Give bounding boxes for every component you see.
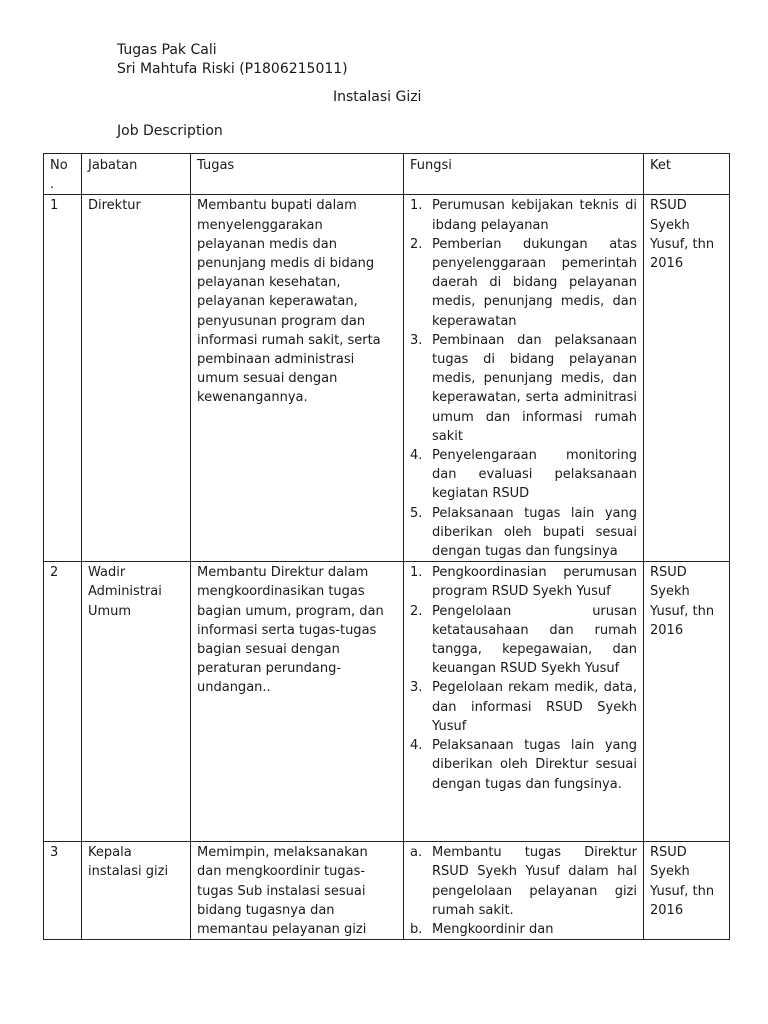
list-item-text: Mengkoordinir dan <box>432 922 554 938</box>
list-item-text: Pembinaan dan pelaksanaan tugas di bidang pelayanan medis, penunjang medis, dan keperawatan, serta adminitrasi umum dan informasi rumah sakit <box>432 332 637 444</box>
cell-fungsi <box>404 842 644 940</box>
cell-tugas-text: Membantu bupati dalam menyelenggarakan pelayanan medis dan penunjang medis di bidang pelayanan kesehatan, pelayanan keperawatan, penyusunan program dan informasi rumah sakit, serta pembinaan administrasi umum sesuai dengan kewenangannya. <box>197 198 381 406</box>
list-number: 3. <box>410 332 423 348</box>
column-header-ket: Ket <box>644 154 730 195</box>
cell-no-text: 3 <box>50 845 59 861</box>
cell-jabatan <box>82 842 191 940</box>
cell-jabatan <box>82 562 191 842</box>
list-number: 2. <box>410 603 423 619</box>
cell-tugas-text: Membantu Direktur dalam mengkoordinasikan tugas bagian umum, program, dan informasi serta tugas-tugas bagian sesuai dengan peraturan perundang-undangan.. <box>197 565 384 696</box>
cell-no <box>44 562 82 842</box>
fungsi-list <box>410 843 637 939</box>
cell-no <box>44 195 82 562</box>
cell-ket <box>644 562 730 842</box>
cell-ket-text: RSUD Syekh Yusuf, thn 2016 <box>650 845 715 918</box>
cell-ket <box>644 195 730 562</box>
fungsi-list-item <box>410 504 637 562</box>
fungsi-list-item <box>410 736 637 794</box>
cell-fungsi <box>404 562 644 842</box>
fungsi-list-item <box>410 602 637 679</box>
document-title: Instalasi Gizi <box>333 89 422 105</box>
list-item-text: Perumusan kebijakan teknis di ibdang pelayanan <box>432 198 637 233</box>
list-number: b. <box>410 922 423 938</box>
cell-fungsi <box>404 195 644 562</box>
list-item-text: Membantu tugas Direktur RSUD Syekh Yusuf dalam hal pengelolaan pelayanan gizi rumah sakit. <box>432 845 637 918</box>
list-item-text: Penyelengaraan monitoring dan evaluasi pelaksanaan kegiatan RSUD <box>432 448 637 502</box>
fungsi-list-item <box>410 446 637 504</box>
fungsi-list-item <box>410 196 637 234</box>
list-item-text: Pengkoordinasian perumusan program RSUD Syekh Yusuf <box>432 565 637 600</box>
column-header-no: No . <box>44 154 82 195</box>
cell-jabatan-text: Kepala instalasi gizi <box>88 845 169 880</box>
cell-ket-text: RSUD Syekh Yusuf, thn 2016 <box>650 198 715 272</box>
table-header-row <box>44 154 730 195</box>
table-row <box>44 562 730 842</box>
column-header-fungsi: Fungsi <box>404 154 644 195</box>
column-header-jabatan: Jabatan <box>82 154 191 195</box>
fungsi-list-item <box>410 235 637 331</box>
cell-no-text: 2 <box>50 565 59 581</box>
cell-no <box>44 842 82 940</box>
list-number: 3. <box>410 680 423 696</box>
list-item-text: Pelaksanaan tugas lain yang diberikan oleh bupati sesuai dengan tugas dan fungsinya <box>432 505 637 560</box>
author-name: Sri Mahtufa Riski (P1806215011) <box>117 61 348 77</box>
fungsi-list-item <box>410 678 637 736</box>
list-number: 2. <box>410 236 423 252</box>
list-number: 4. <box>410 448 423 464</box>
fungsi-list <box>410 196 637 561</box>
cell-tugas <box>191 562 404 842</box>
list-item-text: Pegelolaan rekam medik, data, dan informasi RSUD Syekh Yusuf <box>432 680 637 734</box>
cell-tugas-text: Memimpin, melaksanakan dan mengkoordinir tugas-tugas Sub instalasi sesuai bidang tugasnya dan memantau pelayanan gizi <box>197 845 368 938</box>
fungsi-list-item <box>410 920 637 939</box>
table-row <box>44 842 730 940</box>
assignment-title: Tugas Pak Cali <box>117 42 217 58</box>
cell-ket <box>644 842 730 940</box>
job-description-table <box>43 153 730 940</box>
list-number: 1. <box>410 565 423 581</box>
cell-tugas <box>191 195 404 562</box>
cell-ket-text: RSUD Syekh Yusuf, thn 2016 <box>650 565 715 638</box>
fungsi-list-item <box>410 563 637 601</box>
list-item-text: Pengelolaan urusan ketatausahaan dan rumah tangga, kepegawaian, dan keuangan RSUD Syekh Yusuf <box>432 603 637 677</box>
cell-jabatan-text: Direktur <box>88 198 141 214</box>
table-row <box>44 195 730 562</box>
list-number: 4. <box>410 738 423 754</box>
list-item-text: Pelaksanaan tugas lain yang diberikan oleh Direktur sesuai dengan tugas dan fungsinya. <box>432 738 637 792</box>
fungsi-list-item <box>410 843 637 920</box>
section-heading: Job Description <box>117 123 223 139</box>
list-number: a. <box>410 845 423 861</box>
fungsi-list <box>410 563 637 793</box>
cell-no-text: 1 <box>50 198 59 214</box>
list-number: 5. <box>410 505 423 521</box>
cell-tugas <box>191 842 404 940</box>
list-number: 1. <box>410 198 423 214</box>
cell-jabatan <box>82 195 191 562</box>
fungsi-list-item <box>410 331 637 446</box>
list-item-text: Pemberian dukungan atas penyelenggaraan pemerintah daerah di bidang pelayanan medis, penunjang medis, dan keperawatan <box>432 236 637 329</box>
column-header-tugas: Tugas <box>191 154 404 195</box>
cell-jabatan-text: Wadir Administrai Umum <box>88 565 162 619</box>
